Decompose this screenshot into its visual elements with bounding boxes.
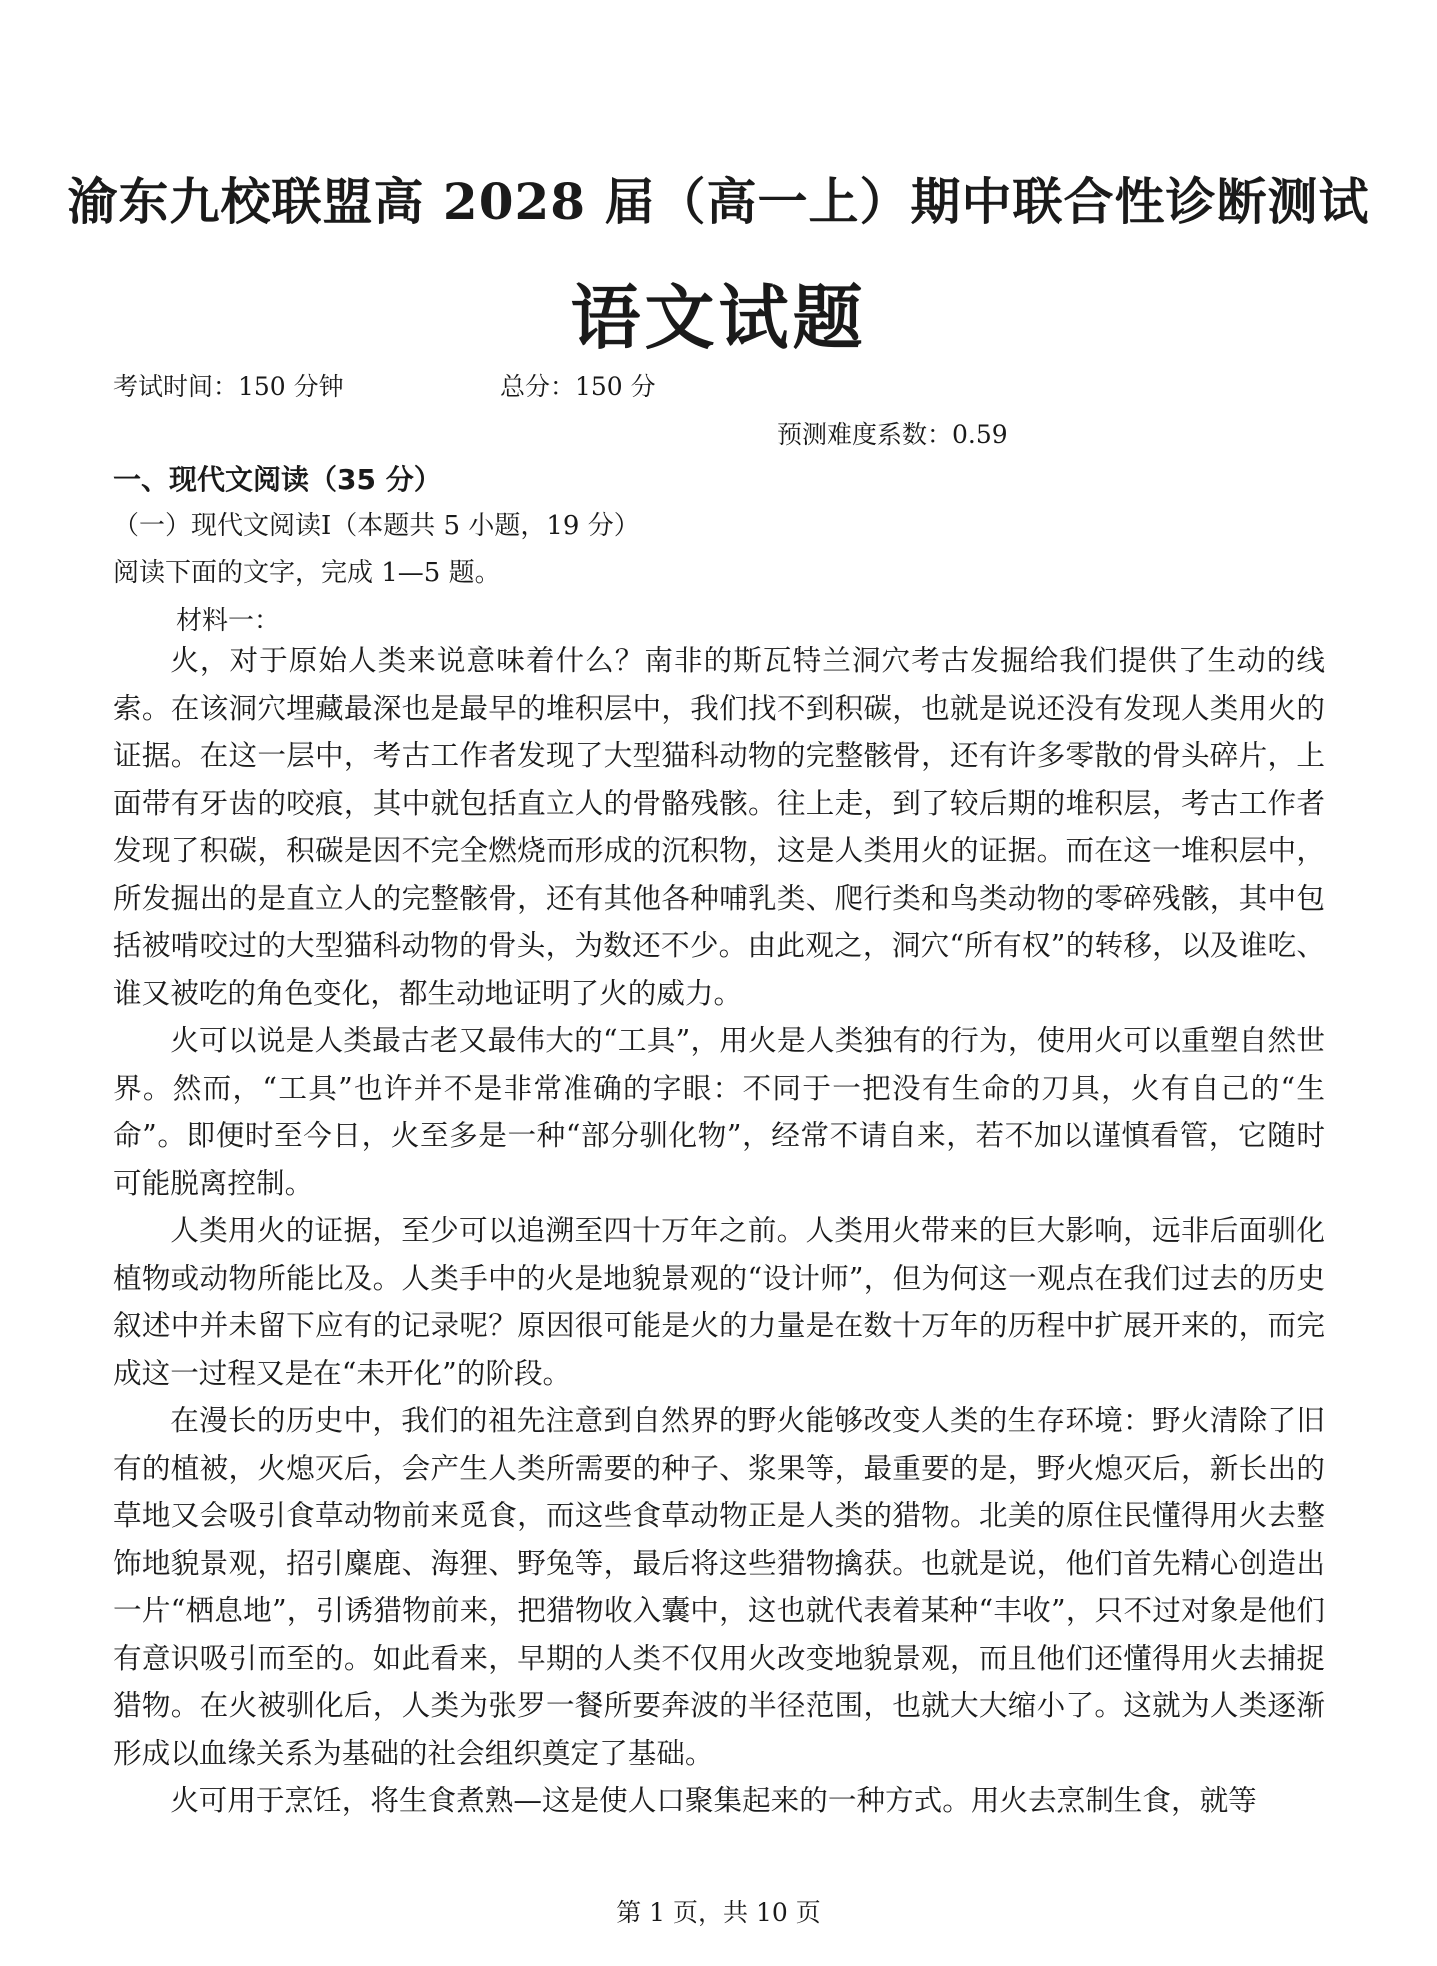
reading-instruction: 阅读下面的文字，完成 1—5 题。	[113, 558, 501, 588]
paragraph: 火可以说是人类最古老又最伟大的“工具”，用火是人类独有的行为，使用火可以重塑自然世界。然而，“工具”也许并不是非常准确的字眼：不同于一把没有生命的刀具，火有自己的“生命”。即便时至今日，火至多是一种“部分驯化物”，经常不请自来，若不加以谨慎看管，它随时可能脱离控制。	[113, 1023, 1325, 1200]
difficulty-coefficient: 预测难度系数：0.59	[777, 420, 1008, 449]
subsection-heading: （一）现代文阅读Ⅰ（本题共 5 小题，19 分）	[113, 511, 640, 541]
paragraph: 火可用于烹饪，将生食煮熟—这是使人口聚集起来的一种方式。用火去烹制生食，就等	[170, 1783, 1257, 1817]
subject-title: 语文试题	[570, 276, 867, 359]
section-heading: 一、现代文阅读（35 分）	[113, 463, 442, 496]
reading-passage	[113, 637, 1325, 1825]
material-label: 材料一：	[176, 606, 281, 636]
paragraph: 在漫长的历史中，我们的祖先注意到自然界的野火能够改变人类的生存环境：野火清除了旧有的植被，火熄灭后，会产生人类所需要的种子、浆果等，最重要的是，野火熄灭后，新长出的草地又会吸引食草动物前来觅食，而这些食草动物正是人类的猎物。北美的原住民懂得用火去整饰地貌景观，招引麋鹿、海狸、野兔等，最后将这些猎物擒获。也就是说，他们首先精心创造出一片“栖息地”，引诱猎物前来，把猎物收入囊中，这也就代表着某种“丰收”，只不过对象是他们有意识吸引而至的。如此看来，早期的人类不仅用火改变地貌景观，而且他们还懂得用火去捕捉猎物。在火被驯化后，人类为张罗一餐所要奔波的半径范围，也就大大缩小了。这就为人类逐渐形成以血缘关系为基础的社会组织奠定了基础。	[113, 1403, 1325, 1770]
page-footer: 第 1 页，共 10 页	[616, 1898, 821, 1927]
paragraph: 人类用火的证据，至少可以追溯至四十万年之前。人类用火带来的巨大影响，远非后面驯化植物或动物所能比及。人类手中的火是地貌景观的“设计师”，但为何这一观点在我们过去的历史叙述中并未留下应有的记录呢？原因很可能是火的力量是在数十万年的历程中扩展开来的，而完成这一过程又是在“未开化”的阶段。	[113, 1213, 1325, 1390]
total-score: 总分：150 分	[500, 372, 656, 401]
paragraph: 火，对于原始人类来说意味着什么？南非的斯瓦特兰洞穴考古发掘给我们提供了生动的线索。在该洞穴埋藏最深也是最早的堆积层中，我们找不到积碳，也就是说还没有发现人类用火的证据。在这一层中，考古工作者发现了大型猫科动物的完整骸骨，还有许多零散的骨头碎片，上面带有牙齿的咬痕，其中就包括直立人的骨骼残骸。往上走，到了较后期的堆积层，考古工作者发现了积碳，积碳是因不完全燃烧而形成的沉积物，这是人类用火的证据。而在这一堆积层中，所发掘出的是直立人的完整骸骨，还有其他各种哺乳类、爬行类和鸟类动物的零碎残骸，其中包括被啃咬过的大型猫科动物的骨头，为数还不少。由此观之，洞穴“所有权”的转移，以及谁吃、谁又被吃的角色变化，都生动地证明了火的威力。	[113, 643, 1325, 1010]
exam-time: 考试时间：150 分钟	[113, 372, 344, 401]
exam-title: 渝东九校联盟高 2028 届（高一上）期中联合性诊断测试	[67, 172, 1370, 231]
